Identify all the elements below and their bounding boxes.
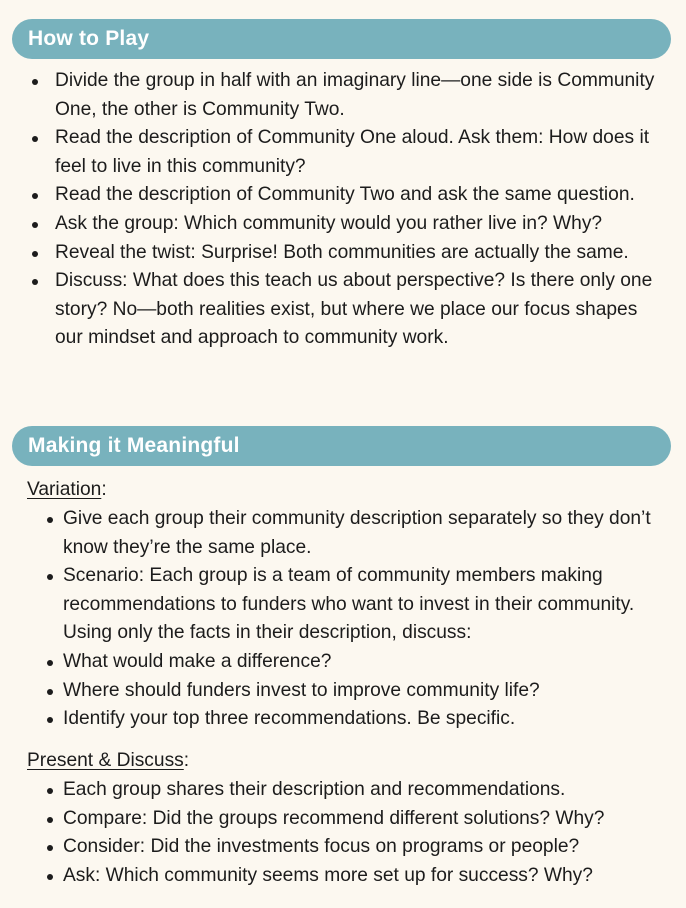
list-item: Ask: Which community seems more set up for success? Why?	[63, 862, 668, 891]
bullet-icon	[47, 717, 53, 723]
list-item: Consider: Did the investments focus on programs or people?	[63, 833, 668, 862]
bullet-icon	[47, 660, 53, 666]
bullet-icon	[32, 251, 38, 257]
variation-list	[63, 505, 668, 734]
bullet-icon	[47, 689, 53, 695]
bullet-icon	[32, 193, 38, 199]
bullet-icon	[32, 222, 38, 228]
bullet-icon	[47, 874, 53, 880]
list-item: What would make a difference?	[63, 648, 668, 677]
list-item: Give each group their community description separately so they don’t know they’re the same place.	[63, 505, 668, 562]
bullet-icon	[47, 517, 53, 523]
list-item: Each group shares their description and recommendations.	[63, 776, 668, 805]
bullet-icon	[32, 279, 38, 285]
bullet-icon	[32, 79, 38, 85]
list-item: Ask the group: Which community would you rather live in? Why?	[55, 210, 665, 239]
how-to-play-title: How to Play	[28, 27, 150, 50]
list-item: Compare: Did the groups recommend different solutions? Why?	[63, 805, 668, 834]
making-meaningful-title: Making it Meaningful	[28, 434, 240, 457]
list-item: Read the description of Community One aloud. Ask them: How does it feel to live in this community?	[55, 124, 665, 181]
list-item: Discuss: What does this teach us about perspective? Is there only one story? No—both realities exist, but where we place our focus shapes our mindset and approach to community work.	[55, 267, 665, 353]
list-item: Divide the group in half with an imaginary line—one side is Community One, the other is Community Two.	[55, 67, 665, 124]
list-item: Where should funders invest to improve community life?	[63, 677, 668, 706]
how-to-play-header	[12, 19, 671, 59]
list-item: Scenario: Each group is a team of community members making recommendations to funders who want to invest in their community. Using only the facts in their description, discuss:	[63, 562, 668, 648]
bullet-icon	[47, 574, 53, 580]
variation-label: Variation:	[27, 479, 107, 500]
bullet-icon	[47, 788, 53, 794]
bullet-icon	[32, 136, 38, 142]
list-item: Read the description of Community Two and ask the same question.	[55, 181, 665, 210]
present-discuss-list	[63, 776, 668, 890]
bullet-icon	[47, 817, 53, 823]
present-discuss-label: Present & Discuss:	[27, 750, 190, 771]
how-to-play-list	[55, 67, 665, 353]
bullet-icon	[47, 845, 53, 851]
list-item: Identify your top three recommendations. Be specific.	[63, 705, 668, 734]
list-item: Reveal the twist: Surprise! Both communities are actually the same.	[55, 239, 665, 268]
making-meaningful-header	[12, 426, 671, 466]
